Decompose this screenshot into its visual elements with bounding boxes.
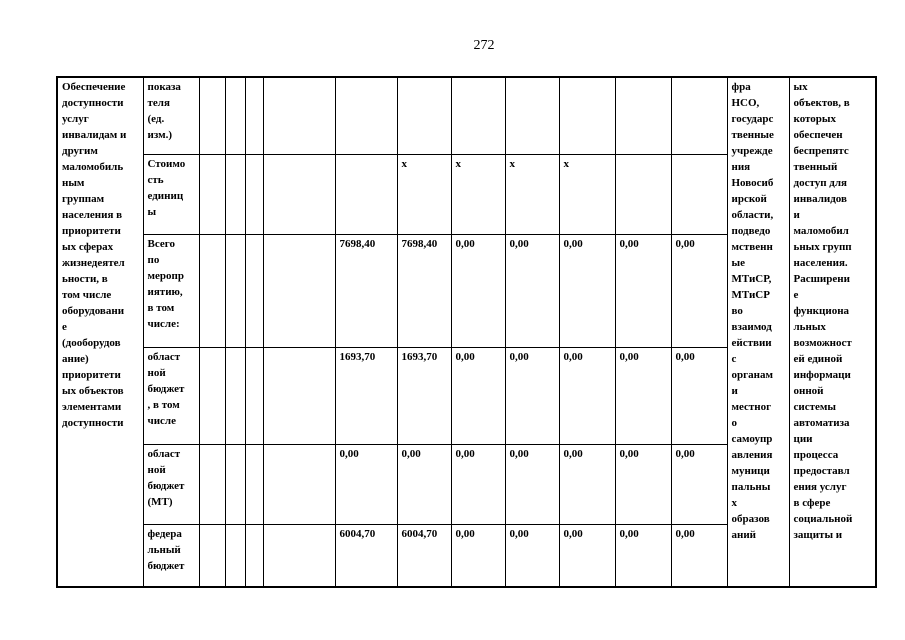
value-cell: 7698,40 [397, 234, 451, 347]
value-cell: x [451, 154, 505, 234]
empty-cell [245, 444, 263, 524]
executor-cell [727, 77, 789, 587]
value-cell [559, 77, 615, 154]
empty-cell [225, 524, 245, 587]
value-cell [335, 77, 397, 154]
value-cell: 0,00 [505, 444, 559, 524]
value-cell [671, 154, 727, 234]
value-cell: 0,00 [615, 444, 671, 524]
value-cell: 0,00 [671, 524, 727, 587]
value-cell [671, 77, 727, 154]
value-cell: 7698,40 [335, 234, 397, 347]
task-text: Обеспечение доступности услуг инвалидам и другим маломобиль ным группам населения в приоритети ых сферах жизнедеятел ьности, в том числе оборудовани е (дооборудов ание) приоритети ых объектов элементами доступности [62, 81, 127, 429]
value-cell: 0,00 [559, 444, 615, 524]
empty-cell [245, 524, 263, 587]
empty-cell [245, 154, 263, 234]
value-cell: 6004,70 [397, 524, 451, 587]
value-cell [397, 77, 451, 154]
empty-cell [199, 234, 225, 347]
value-cell: x [505, 154, 559, 234]
empty-cell [263, 444, 335, 524]
value-cell: x [397, 154, 451, 234]
value-cell [451, 77, 505, 154]
empty-cell [263, 234, 335, 347]
empty-cell [199, 77, 225, 154]
executor-text: фра НСО, государс твенные учрежде ния Новосиб ирской области, подведо мственн ые МТиСР, МТиСР во взаимод ействии с органам и местног о самоупр авления муници пальны х образов аний [731, 81, 774, 541]
empty-cell [245, 77, 263, 154]
empty-cell [245, 234, 263, 347]
value-cell: 0,00 [505, 524, 559, 587]
value-cell: 0,00 [397, 444, 451, 524]
value-cell: 1693,70 [397, 347, 451, 444]
value-cell: 0,00 [505, 234, 559, 347]
empty-cell [263, 524, 335, 587]
row-label-cell [143, 444, 199, 524]
value-cell: 0,00 [615, 524, 671, 587]
empty-cell [263, 347, 335, 444]
value-cell [335, 154, 397, 234]
value-cell: 0,00 [451, 524, 505, 587]
empty-cell [225, 234, 245, 347]
value-cell [615, 154, 671, 234]
empty-cell [225, 154, 245, 234]
value-cell [615, 77, 671, 154]
value-cell: 0,00 [671, 444, 727, 524]
value-cell: 0,00 [335, 444, 397, 524]
empty-cell [263, 154, 335, 234]
table-row [57, 77, 876, 154]
empty-cell [199, 444, 225, 524]
value-cell: 0,00 [671, 347, 727, 444]
row-label-cell [143, 77, 199, 154]
result-cell [789, 77, 876, 587]
empty-cell [225, 444, 245, 524]
program-table [56, 76, 877, 588]
row-label: показа теля (ед. изм.) [147, 81, 181, 141]
page-number: 272 [473, 38, 495, 53]
value-cell: 6004,70 [335, 524, 397, 587]
value-cell: 0,00 [505, 347, 559, 444]
row-label: област ной бюджет , в том числе [147, 350, 185, 427]
value-cell: x [559, 154, 615, 234]
empty-cell [225, 347, 245, 444]
value-cell: 0,00 [559, 234, 615, 347]
value-cell: 1693,70 [335, 347, 397, 444]
row-label: област ной бюджет (МТ) [147, 447, 185, 508]
value-cell: 0,00 [615, 234, 671, 347]
row-label-cell [143, 234, 199, 347]
value-cell: 0,00 [451, 347, 505, 444]
empty-cell [199, 347, 225, 444]
empty-cell [199, 524, 225, 587]
empty-cell [245, 347, 263, 444]
value-cell: 0,00 [451, 444, 505, 524]
row-label: Стоимо сть единиц ы [147, 157, 186, 218]
value-cell: 0,00 [451, 234, 505, 347]
empty-cell [199, 154, 225, 234]
row-label-cell [143, 347, 199, 444]
value-cell: 0,00 [615, 347, 671, 444]
result-text: ых объектов, в которых обеспечен беспрепятс твенный доступ для инвалидов и маломобил ьных групп населения. Расширени е функциона льных возможност ей единой информаци онной системы автоматиза ции процесса предоставл ения услуг в сфере социальной защиты и [793, 81, 853, 541]
value-cell: 0,00 [559, 524, 615, 587]
row-label-cell [143, 154, 199, 234]
row-label-cell [143, 524, 199, 587]
row-label: Всего по меропр иятию, в том числе: [147, 237, 184, 330]
task-cell [57, 77, 143, 587]
empty-cell [225, 77, 245, 154]
value-cell: 0,00 [559, 347, 615, 444]
row-label: федера льный бюджет [147, 527, 185, 572]
value-cell: 0,00 [671, 234, 727, 347]
empty-cell [263, 77, 335, 154]
value-cell [505, 77, 559, 154]
